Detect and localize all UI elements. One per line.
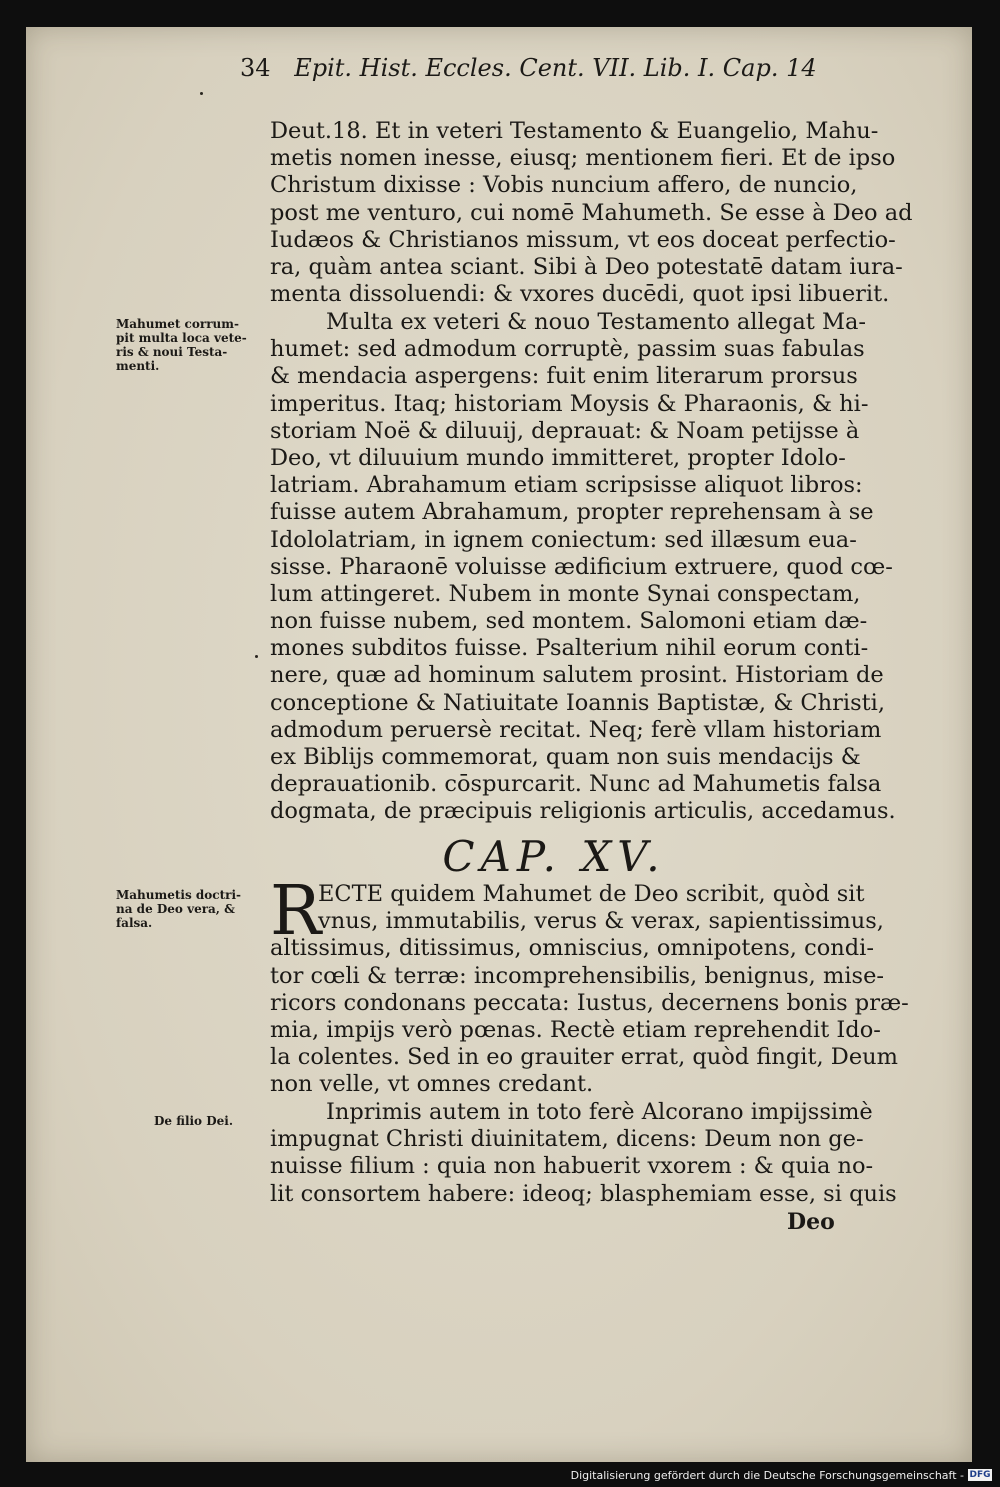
- text-line: non fuisse nubem, sed montem. Salomoni etiam dæ-: [270, 608, 868, 635]
- text-line: Inprimis autem in toto ferè Alcorano impijssimè: [326, 1099, 873, 1125]
- text-line: fuisse autem Abrahamum, propter reprehensam à se: [270, 499, 874, 526]
- margin-note-1: [116, 317, 264, 373]
- ink-speck: [255, 655, 258, 658]
- text-line: altissimus, ditissimus, omniscius, omnipotens, condi-: [270, 935, 874, 962]
- text-line: sisse. Pharaonē voluisse ædificium extruere, quod cœ-: [270, 553, 893, 580]
- chapter-heading: CAP. XV.: [442, 832, 666, 881]
- margin-line: Mahumetis doctri-: [116, 888, 241, 902]
- text-line: Iudæos & Christianos missum, vt eos doceat perfectio-: [270, 226, 896, 253]
- margin-line: Mahumet corrum-: [116, 317, 239, 331]
- dfg-logo-icon: DFG: [969, 1470, 991, 1480]
- margin-line: falsa.: [116, 916, 153, 930]
- text-line: non velle, vt omnes credant.: [270, 1071, 594, 1098]
- margin-line: ris & noui Testa-: [116, 345, 228, 359]
- catchword: Deo: [787, 1209, 835, 1235]
- text-line: & mendacia aspergens: fuit enim literarum prorsus: [270, 363, 858, 390]
- text-line: Idololatriam, in ignem coniectum: sed illæsum eua-: [270, 526, 857, 553]
- text-line: metis nomen inesse, eiusq; mentionem fieri. Et de ipso: [270, 145, 896, 172]
- text-line: latriam. Abrahamum etiam scripsisse aliquot libros:: [270, 472, 863, 499]
- text-line: Deut.18. Et in veteri Testamento & Euangelio, Mahu-: [270, 118, 879, 144]
- text-line: dogmata, de præcipuis religionis articulis, accedamus.: [270, 798, 896, 825]
- text-line: humet: sed admodum corruptè, passim suas fabulas: [270, 336, 865, 363]
- margin-line: pit multa loca vete-: [116, 331, 247, 345]
- margin-line: na de Deo vera, &: [116, 902, 235, 916]
- text-line: conceptione & Natiuitate Ioannis Baptistæ, & Christi,: [270, 689, 886, 716]
- text-line: ricors condonans peccata: Iustus, decernens bonis præ-: [270, 989, 909, 1016]
- text-line: post me venturo, cui nomē Mahumeth. Se esse à Deo ad: [270, 199, 913, 226]
- text-line: Christum dixisse : Vobis nuncium affero, de nuncio,: [270, 172, 858, 199]
- footer-text: Digitalisierung gefördert durch die Deutsche Forschungsgemeinschaft -: [570, 1468, 964, 1482]
- text-line: deprauationib. cōspurcarit. Nunc ad Mahumetis falsa: [270, 771, 882, 798]
- text-line: ra, quàm antea sciant. Sibi à Deo potestatē datam iura-: [270, 253, 903, 280]
- text-line: mones subditos fuisse. Psalterium nihil eorum conti-: [270, 635, 869, 662]
- text-line: mia, impijs verò pœnas. Rectè etiam reprehendit Ido-: [270, 1016, 881, 1043]
- text-line: nere, quæ ad hominum salutem prosint. Historiam de: [270, 662, 884, 689]
- paragraph-2: [270, 309, 896, 826]
- text-line: storiam Noë & diluuij, deprauat: & Noam petijsse à: [270, 417, 860, 444]
- text-line: Deo, vt diluuium mundo immitteret, propter Idolo-: [270, 444, 846, 471]
- text-line: impugnat Christi diuinitatem, dicens: Deum non ge-: [270, 1126, 864, 1153]
- text-line: ECTE quidem Mahumet de Deo scribit, quòd sit: [318, 881, 865, 907]
- text-line: lum attingeret. Nubem in monte Synai conspectam,: [270, 580, 861, 607]
- paragraph-3: [270, 1099, 897, 1208]
- paragraph-1: [270, 118, 913, 308]
- text-line: Multa ex veteri & nouo Testamento allegat Ma-: [326, 309, 867, 335]
- text-line: la colentes. Sed in eo grauiter errat, quòd fingit, Deum: [270, 1044, 898, 1071]
- drop-cap: R: [270, 872, 322, 951]
- text-line: imperitus. Itaq; historiam Moysis & Pharaonis, & hi-: [270, 390, 869, 417]
- text-line: admodum peruersè recitat. Neq; ferè vllam historiam: [270, 716, 882, 743]
- margin-note-3: [154, 1114, 302, 1128]
- margin-note-2: [116, 888, 264, 930]
- text-line: menta dissoluendi: & vxores ducēdi, quot ipsi libuerit.: [270, 281, 890, 308]
- text-line: vnus, immutabilis, verus & verax, sapientissimus,: [318, 908, 884, 935]
- page-number: 34: [240, 54, 271, 82]
- running-head: [240, 54, 817, 94]
- ink-speck: [200, 92, 203, 95]
- text-line: tor cœli & terræ: incomprehensibilis, benignus, mise-: [270, 962, 884, 989]
- digitization-footer: [571, 1466, 992, 1484]
- text-line: lit consortem habere: ideoq; blasphemiam esse, si quis: [270, 1180, 897, 1207]
- text-line: nuisse filium : quia non habuerit vxorem : & quia no-: [270, 1153, 874, 1180]
- margin-line: menti.: [116, 359, 160, 373]
- running-title: Epit. Hist. Eccles. Cent. VII. Lib. I. Cap. 14: [294, 54, 817, 82]
- chapter-paragraph: [270, 872, 909, 1099]
- margin-line: De filio Dei.: [154, 1114, 234, 1128]
- text-line: ex Biblijs commemorat, quam non suis mendacijs &: [270, 744, 861, 770]
